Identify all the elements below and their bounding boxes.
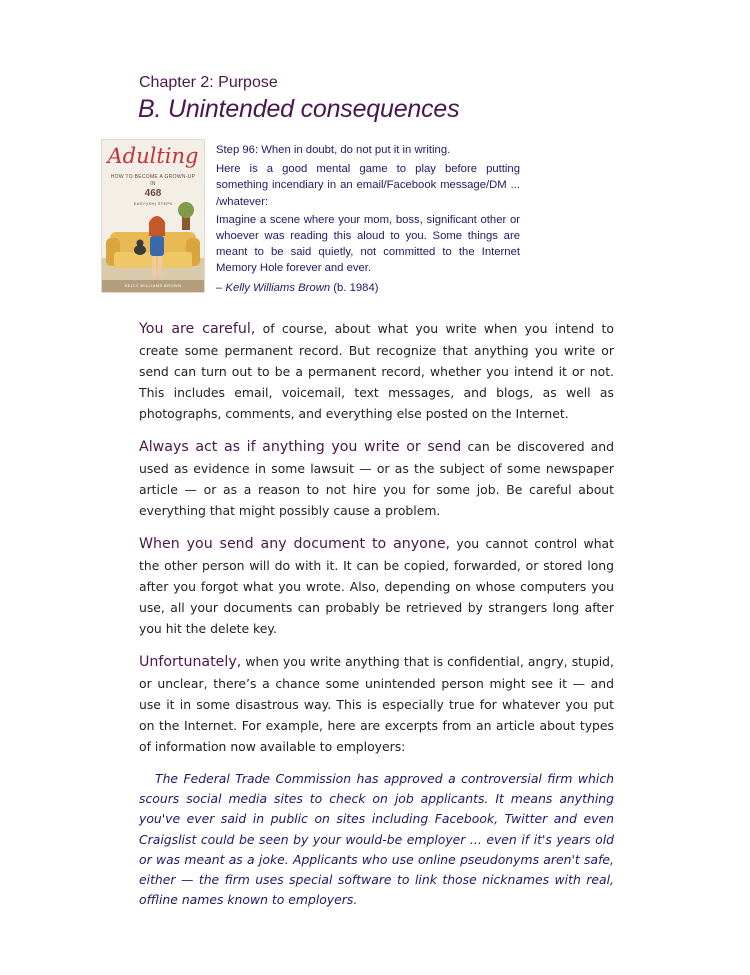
attribution-author: Kelly Williams Brown: [225, 281, 331, 294]
quote-line-1: Here is a good mental game to play before putting something incendiary in an email/Facebook message/DM ... /whatever:: [216, 163, 520, 208]
paragraph: [139, 651, 614, 757]
paragraph: [139, 436, 614, 521]
paragraph-text: of course, about what you write when you intend to create some permanent record. But recognize that anything you write or send can turn out to be a permanent record, whether you intend it or not. This includes email, voicemail, text messages, and blogs, as well as photographs, comments, and everything else posted on the Internet.: [139, 321, 614, 421]
cover-subtitle-2: EASY(ISH) STEPS: [133, 201, 173, 206]
paragraph: [139, 318, 614, 424]
chapter-label: Chapter 2: Purpose: [139, 74, 278, 91]
paragraph-text: when you write anything that is confidential, angry, stupid, or unclear, there’s a chance some unintended person might see it — and use it in some disastrous way. This is especially true for whatever you put on the Internet. For example, here are excerpts from an article about types of information now available to employers:: [139, 654, 614, 754]
section-title: B. Unintended consequences: [138, 95, 460, 123]
paragraph: [139, 533, 614, 639]
cover-author: KELLY WILLIAMS BROWN: [124, 283, 182, 288]
paragraph-lead: You are careful,: [139, 321, 256, 337]
cover-subtitle: HOW TO BECOME A GROWN-UP IN: [110, 174, 196, 187]
cover-title: Adulting: [107, 144, 199, 168]
book-cover-image: [102, 140, 204, 292]
quote-line-2: Imagine a scene where your mom, boss, significant other or whoever was reading this aloud to you. Some things are meant to be said quietly, not committed to the Internet Memory Hole forever and ever.: [216, 213, 520, 275]
epigraph-quote: [216, 142, 520, 296]
paragraph-text: you cannot control what the other person will do with it. It can be copied, forwarded, or stored long after you forgot what you wrote. Also, depending on whose computers you use, all your documents can probably be retrieved by strangers long after you hit the delete key.: [139, 536, 614, 636]
cover-number: 468: [144, 188, 162, 199]
attribution-dash: –: [216, 281, 226, 294]
quote-step: Step 96: When in doubt, do not put it in writing.: [216, 144, 451, 156]
paragraph-lead: When you send any document to anyone,: [139, 536, 451, 552]
paragraph-lead: Unfortunately,: [139, 654, 242, 670]
attribution-years: (b. 1984): [330, 281, 379, 294]
paragraph-lead: Always act as if anything you write or send: [139, 439, 462, 455]
paragraph-text: can be discovered and used as evidence in some lawsuit — or as the subject of some newspaper article — or as a reason to not hire you for some job. Be careful about everything that might possibly cause a problem.: [139, 439, 614, 518]
article-excerpt: The Federal Trade Commission has approved a controversial firm which scours social media sites to check on job applicants. It means anything you've ever said in public on sites including Facebook, Twitter and even Craigslist could be seen by your would-be employer ... even if it's years old or was meant as a joke. Applicants who use online pseudonyms aren't safe, either — the firm uses special software to link those nicknames with real, offline names known to employers.: [139, 771, 614, 908]
body-text: [139, 318, 614, 922]
quote-attribution: [216, 280, 520, 296]
